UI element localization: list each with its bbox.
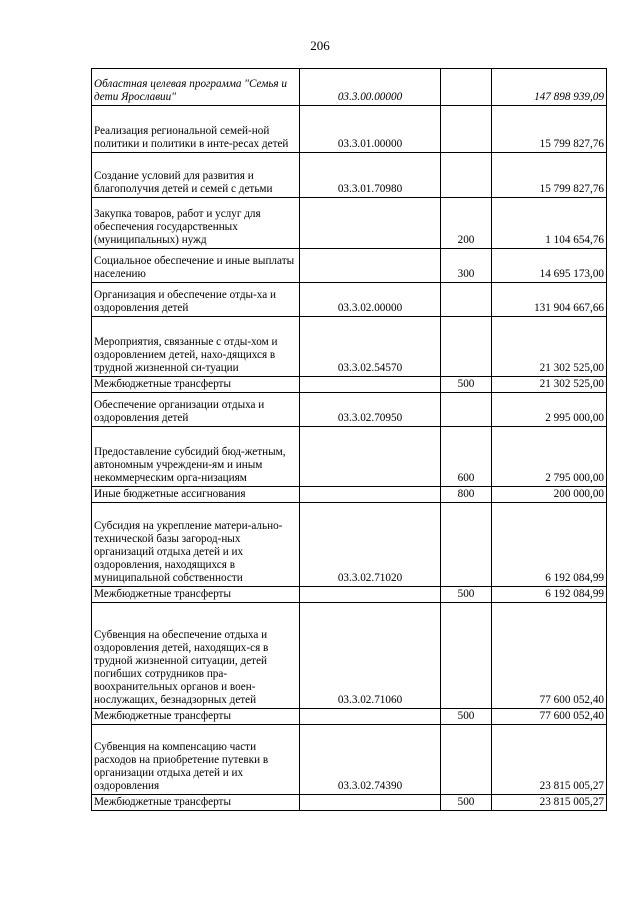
table-row [92, 427, 607, 487]
row-code-cell: 03.3.00.00000 [300, 69, 441, 106]
row-amount-cell: 15 799 827,76 [492, 153, 607, 198]
row-expense-type-cell: 200 [441, 198, 492, 249]
row-amount-cell: 147 898 939,09 [492, 69, 607, 106]
table-row [92, 317, 607, 377]
row-code-cell: 03.3.01.70980 [300, 153, 441, 198]
row-amount-cell: 14 695 173,00 [492, 249, 607, 283]
row-amount-cell: 77 600 052,40 [492, 603, 607, 709]
row-name-cell: Межбюджетные трансферты [92, 709, 300, 725]
row-amount-cell: 77 600 052,40 [492, 709, 607, 725]
row-expense-type-cell: 500 [441, 709, 492, 725]
row-name-cell: Межбюджетные трансферты [92, 587, 300, 603]
row-expense-type-cell [441, 283, 492, 317]
row-code-cell [300, 427, 441, 487]
row-amount-cell: 15 799 827,76 [492, 106, 607, 153]
row-code-cell [300, 795, 441, 811]
table-row [92, 249, 607, 283]
row-name-cell: Иные бюджетные ассигнования [92, 487, 300, 503]
row-code-cell [300, 487, 441, 503]
page-number: 206 [310, 38, 330, 53]
row-name-cell: Обеспечение организации отдыха и оздоровления детей [92, 393, 300, 427]
row-name-cell: Субсидия на укрепление матери-ально-технической базы загород-ных организаций отдыха детей и их оздоровления, находящихся в муниципальной собственности [92, 503, 300, 587]
row-amount-cell: 131 904 667,66 [492, 283, 607, 317]
row-name-cell: Закупка товаров, работ и услуг для обеспечения государственных (муниципальных) нужд [92, 198, 300, 249]
row-name-cell: Предоставление субсидий бюд-жетным, автономным учреждени-ям и иным некоммерческим орга-низациям [92, 427, 300, 487]
table-row [92, 69, 607, 106]
row-name-cell: Субвенция на обеспечение отдыха и оздоровления детей, находящих-ся в трудной жизненной ситуации, детей погибших сотрудников пра-воохранительных органов и воен-нослужащих, безнадзорных детей [92, 603, 300, 709]
row-code-cell: 03.3.01.00000 [300, 106, 441, 153]
row-amount-cell: 21 302 525,00 [492, 317, 607, 377]
row-code-cell [300, 198, 441, 249]
table-row [92, 795, 607, 811]
row-name-cell: Межбюджетные трансферты [92, 377, 300, 393]
row-code-cell [300, 377, 441, 393]
table-row [92, 709, 607, 725]
row-name-cell: Мероприятия, связанные с отды-хом и оздоровлением детей, нахо-дящихся в трудной жизненной си-туации [92, 317, 300, 377]
row-code-cell: 03.3.02.71060 [300, 603, 441, 709]
row-amount-cell: 2 995 000,00 [492, 393, 607, 427]
row-expense-type-cell: 300 [441, 249, 492, 283]
row-expense-type-cell [441, 503, 492, 587]
row-expense-type-cell: 500 [441, 587, 492, 603]
table-row [92, 198, 607, 249]
row-expense-type-cell [441, 393, 492, 427]
row-expense-type-cell [441, 106, 492, 153]
row-expense-type-cell [441, 69, 492, 106]
budget-table-body [92, 69, 607, 811]
row-name-cell: Организация и обеспечение отды-ха и оздоровления детей [92, 283, 300, 317]
row-amount-cell: 23 815 005,27 [492, 795, 607, 811]
row-expense-type-cell: 600 [441, 427, 492, 487]
table-row [92, 487, 607, 503]
row-amount-cell: 21 302 525,00 [492, 377, 607, 393]
row-amount-cell: 6 192 084,99 [492, 587, 607, 603]
table-row [92, 106, 607, 153]
table-row [92, 393, 607, 427]
row-name-cell: Субвенция на компенсацию части расходов на приобретение путевки в организации отдыха детей и их оздоровления [92, 725, 300, 795]
row-expense-type-cell [441, 317, 492, 377]
row-amount-cell: 1 104 654,76 [492, 198, 607, 249]
row-expense-type-cell: 500 [441, 377, 492, 393]
row-amount-cell: 23 815 005,27 [492, 725, 607, 795]
row-name-cell: Реализация региональной семей-ной политики и политики в инте-ресах детей [92, 106, 300, 153]
table-row [92, 283, 607, 317]
row-code-cell: 03.3.02.70950 [300, 393, 441, 427]
row-code-cell: 03.3.02.54570 [300, 317, 441, 377]
table-row [92, 503, 607, 587]
table-row [92, 587, 607, 603]
row-amount-cell: 200 000,00 [492, 487, 607, 503]
table-row [92, 603, 607, 709]
row-code-cell: 03.3.02.74390 [300, 725, 441, 795]
table-row [92, 153, 607, 198]
row-code-cell [300, 249, 441, 283]
row-expense-type-cell: 800 [441, 487, 492, 503]
table-row [92, 377, 607, 393]
row-code-cell: 03.3.02.00000 [300, 283, 441, 317]
row-expense-type-cell [441, 603, 492, 709]
row-amount-cell: 6 192 084,99 [492, 503, 607, 587]
row-name-cell: Социальное обеспечение и иные выплаты населению [92, 249, 300, 283]
row-name-cell: Межбюджетные трансферты [92, 795, 300, 811]
row-code-cell [300, 709, 441, 725]
row-expense-type-cell [441, 725, 492, 795]
row-amount-cell: 2 795 000,00 [492, 427, 607, 487]
row-code-cell [300, 587, 441, 603]
row-expense-type-cell [441, 153, 492, 198]
row-name-cell: Областная целевая программа "Семья и дети Ярославии" [92, 69, 300, 106]
table-row [92, 725, 607, 795]
row-name-cell: Создание условий для развития и благополучия детей и семей с детьми [92, 153, 300, 198]
row-expense-type-cell: 500 [441, 795, 492, 811]
budget-table [91, 68, 607, 811]
row-code-cell: 03.3.02.71020 [300, 503, 441, 587]
